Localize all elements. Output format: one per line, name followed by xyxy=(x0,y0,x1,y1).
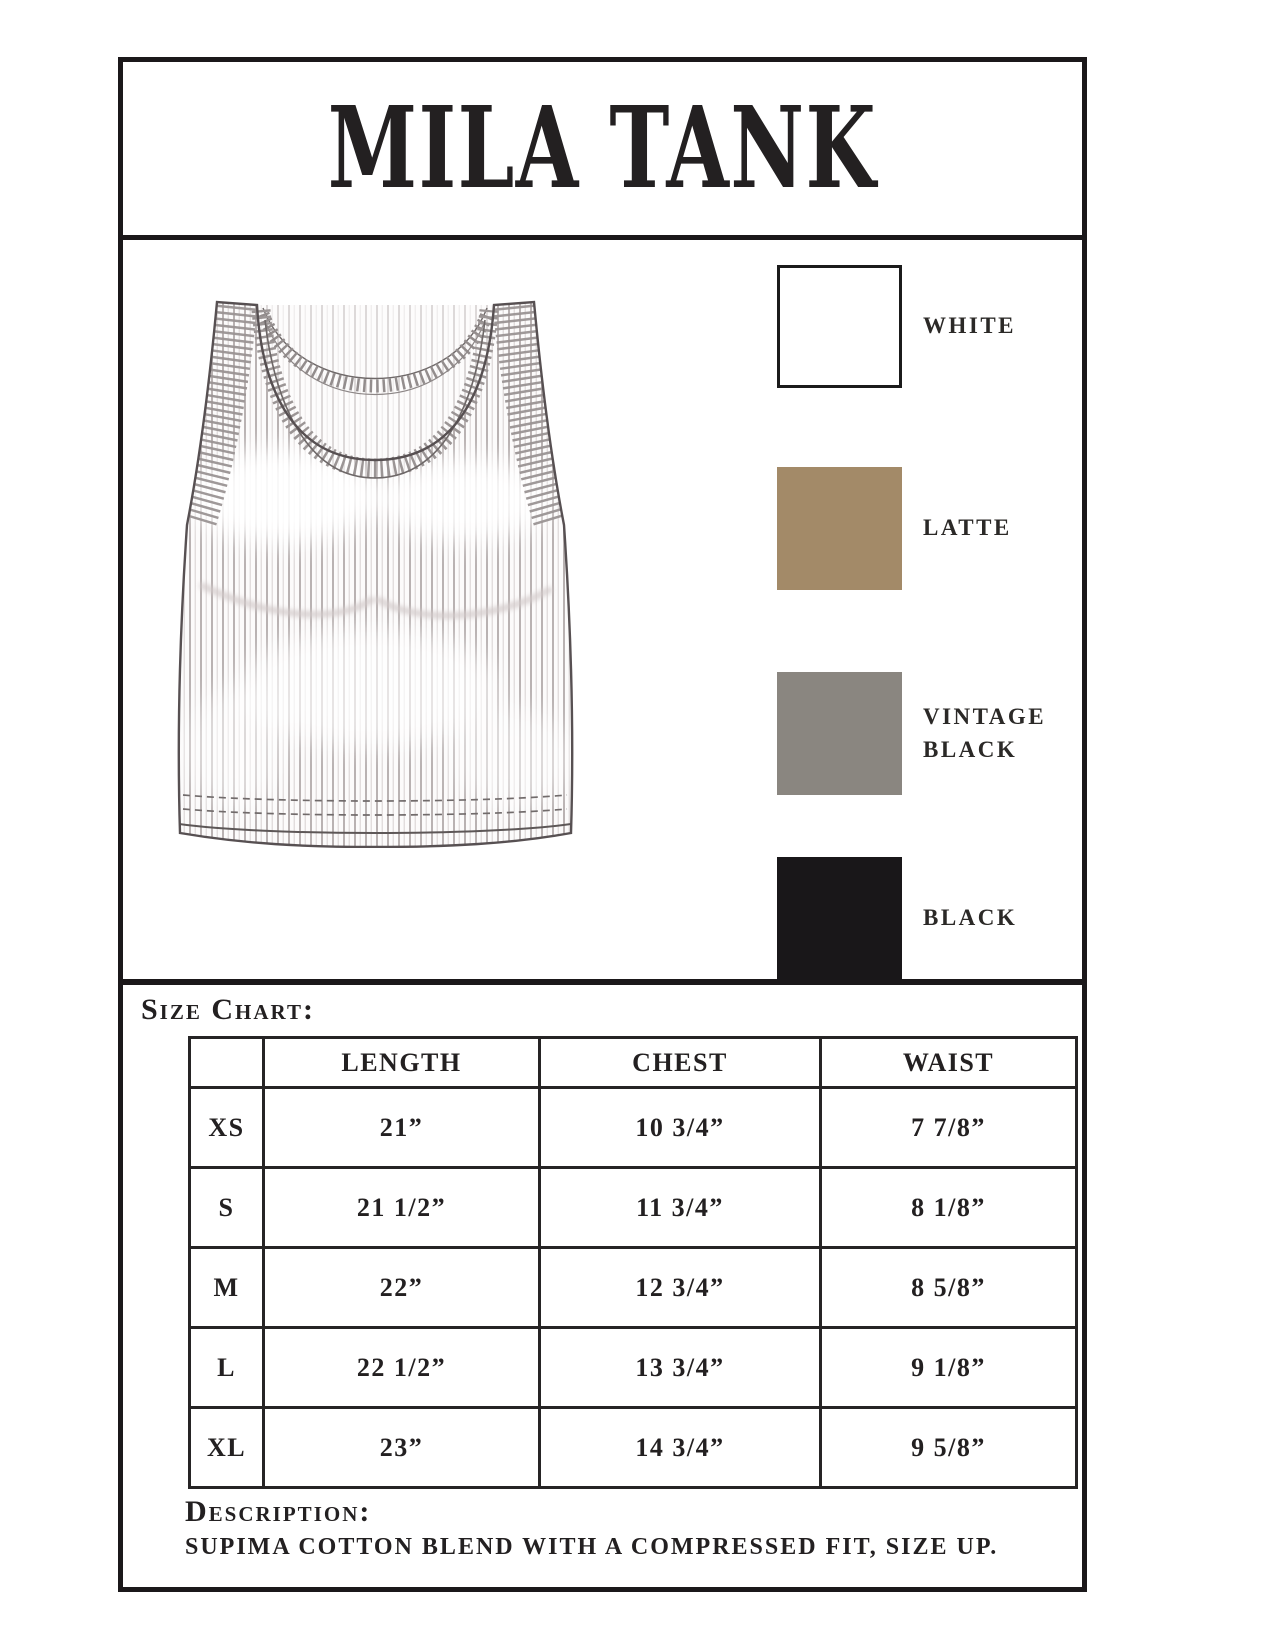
length-value: 23” xyxy=(264,1408,540,1488)
chest-value: 11 3/4” xyxy=(540,1168,821,1248)
color-swatch-label-black: BLACK xyxy=(923,905,1018,931)
color-swatch-latte xyxy=(777,467,902,590)
size-row-m xyxy=(190,1248,1077,1328)
length-value: 22 1/2” xyxy=(264,1328,540,1408)
size-label: L xyxy=(190,1328,264,1408)
size-row-xs xyxy=(190,1088,1077,1168)
size-chart-table xyxy=(188,1036,1078,1489)
size-label: S xyxy=(190,1168,264,1248)
length-value: 21 1/2” xyxy=(264,1168,540,1248)
color-swatch-white xyxy=(777,265,902,388)
color-swatch-label-white: WHITE xyxy=(923,313,1017,339)
size-row-s xyxy=(190,1168,1077,1248)
size-chart-header-row xyxy=(190,1038,1077,1088)
length-value: 21” xyxy=(264,1088,540,1168)
waist-value: 8 1/8” xyxy=(821,1168,1077,1248)
waist-value: 9 5/8” xyxy=(821,1408,1077,1488)
corner-cell xyxy=(190,1038,264,1088)
color-swatch-label-latte: LATTE xyxy=(923,515,1012,541)
size-chart-band xyxy=(123,985,1082,1576)
chest-value: 10 3/4” xyxy=(540,1088,821,1168)
color-swatch-label-vintage-black: VINTAGE BLACK xyxy=(923,704,1047,762)
size-row-xl xyxy=(190,1408,1077,1488)
size-label: M xyxy=(190,1248,264,1328)
size-label: XS xyxy=(190,1088,264,1168)
chest-value: 12 3/4” xyxy=(540,1248,821,1328)
col-header-length: LENGTH xyxy=(264,1038,540,1088)
length-value: 22” xyxy=(264,1248,540,1328)
tank-flat-sketch-illustration xyxy=(165,288,585,848)
size-label: XL xyxy=(190,1408,264,1488)
size-chart-heading: Size Chart: xyxy=(141,993,315,1026)
col-header-chest: CHEST xyxy=(540,1038,821,1088)
description-heading: Description: xyxy=(185,1495,372,1528)
description-text: SUPIMA COTTON BLEND WITH A COMPRESSED FIT, SIZE UP. xyxy=(185,1534,999,1560)
col-header-waist: WAIST xyxy=(821,1038,1077,1088)
chest-value: 13 3/4” xyxy=(540,1328,821,1408)
size-row-l xyxy=(190,1328,1077,1408)
waist-value: 9 1/8” xyxy=(821,1328,1077,1408)
waist-value: 7 7/8” xyxy=(821,1088,1077,1168)
chest-value: 14 3/4” xyxy=(540,1408,821,1488)
page-title: MILA TANK xyxy=(327,83,878,214)
title-band xyxy=(123,62,1082,240)
product-band xyxy=(123,240,1082,985)
page-frame xyxy=(118,57,1087,1592)
waist-value: 8 5/8” xyxy=(821,1248,1077,1328)
color-swatch-black xyxy=(777,857,902,980)
color-swatch-vintage-black xyxy=(777,672,902,795)
